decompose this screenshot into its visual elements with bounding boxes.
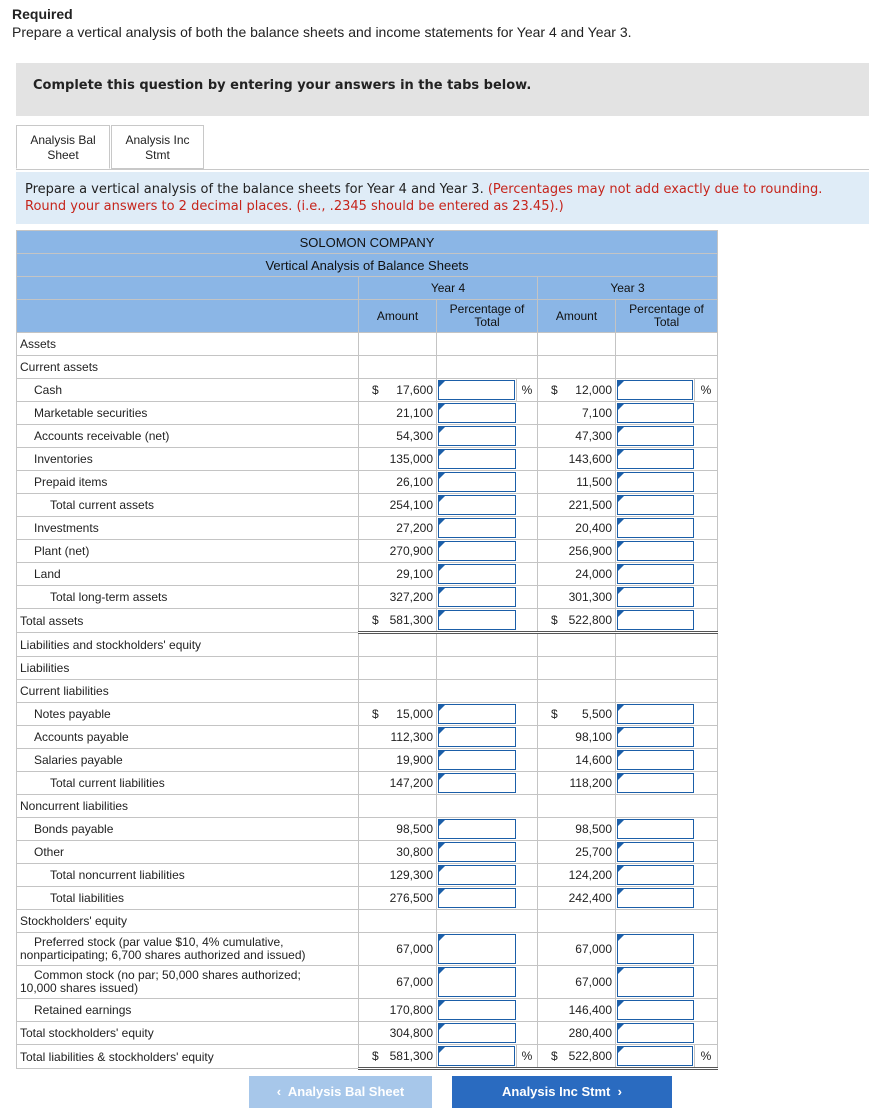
bonds-y3-pct-input[interactable] — [617, 819, 694, 839]
balance-sheet-table — [16, 230, 718, 1070]
ar-y3-pct-input[interactable] — [617, 426, 694, 446]
instructions-text: Prepare a vertical analysis of the balance sheets for Year 4 and Year 3. — [25, 182, 484, 197]
row-marketable-securities: Marketable securities 21,100 7,100 — [17, 402, 718, 425]
tse-y3-pct-input[interactable] — [617, 1023, 694, 1043]
percent-sign: % — [695, 1045, 718, 1069]
header-pct-y4: Percentage of Total — [437, 300, 538, 333]
re-y4-pct-input[interactable] — [438, 1000, 516, 1020]
row-land: Land 29,100 24,000 — [17, 563, 718, 586]
tl-y4-pct-input[interactable] — [438, 888, 516, 908]
section-current-liabilities: Current liabilities — [17, 680, 718, 703]
tncl-y3-pct-input[interactable] — [617, 865, 694, 885]
section-lse: Liabilities and stockholders' equity — [17, 633, 718, 657]
row-plant: Plant (net) 270,900 256,900 — [17, 540, 718, 563]
ar-y4-pct-input[interactable] — [438, 426, 516, 446]
row-common-stock: Common stock (no par; 50,000 shares authorized; 10,000 shares issued) 67,000 67,000 — [17, 966, 718, 999]
section-noncurrent-liabilities: Noncurrent liabilities — [17, 795, 718, 818]
row-total-long-term-assets: Total long-term assets 327,200 301,300 — [17, 586, 718, 609]
tlse-y3-pct-input[interactable] — [617, 1046, 693, 1066]
instructions-banner — [16, 63, 869, 116]
table-subtitle: Vertical Analysis of Balance Sheets — [17, 254, 718, 277]
plant-y4-pct-input[interactable] — [438, 541, 516, 561]
row-preferred-stock: Preferred stock (par value $10, 4% cumulative, nonparticipating; 6,700 shares authorized and issued) 67,000 67,000 — [17, 933, 718, 966]
tab-instructions — [16, 172, 869, 224]
percent-sign: % — [517, 379, 538, 402]
section-current-assets: Current assets — [17, 356, 718, 379]
tca-y4-pct-input[interactable] — [438, 495, 516, 515]
next-tab-label: Analysis Inc Stmt — [502, 1084, 611, 1099]
tlse-y4-pct-input[interactable] — [438, 1046, 515, 1066]
inv-y3-pct-input[interactable] — [617, 449, 694, 469]
instructions-note: (Percentages may not add exactly due to rounding. Round your answers to 2 decimal places. (i.e., .2345 should be entered as 23.45).) — [25, 182, 823, 214]
tse-y4-pct-input[interactable] — [438, 1023, 516, 1043]
ap-y4-pct-input[interactable] — [438, 727, 516, 747]
tl-y3-pct-input[interactable] — [617, 888, 694, 908]
tab-label-line2: Sheet — [47, 148, 79, 162]
chevron-left-icon: ‹ — [276, 1084, 282, 1099]
header-blank — [17, 277, 359, 300]
tncl-y4-pct-input[interactable] — [438, 865, 516, 885]
percent-sign: % — [517, 1045, 538, 1069]
row-notes-payable: Notes payable $ 15,000 $ 5,500 — [17, 703, 718, 726]
prev-tab-button[interactable] — [249, 1076, 432, 1108]
header-year4: Year 4 — [359, 277, 538, 300]
mkt-y3-pct-input[interactable] — [617, 403, 694, 423]
ap-y3-pct-input[interactable] — [617, 727, 694, 747]
np-y3-pct-input[interactable] — [617, 704, 694, 724]
plant-y3-pct-input[interactable] — [617, 541, 694, 561]
cash-y4-pct-input[interactable] — [438, 380, 515, 400]
row-total-liabilities-equity: Total liabilities & stockholders' equity $ 581,300 % $ 522,800 % — [17, 1045, 718, 1069]
header-year3: Year 3 — [538, 277, 718, 300]
common-y4-pct-input[interactable] — [438, 967, 516, 997]
row-total-assets: Total assets $ 581,300 $ 522,800 — [17, 609, 718, 633]
section-stockholders-equity: Stockholders' equity — [17, 910, 718, 933]
np-y4-pct-input[interactable] — [438, 704, 516, 724]
company-name: SOLOMON COMPANY — [17, 231, 718, 254]
tab-analysis-bal-sheet[interactable] — [16, 125, 110, 169]
inv-y4-pct-input[interactable] — [438, 449, 516, 469]
header-amount-y4: Amount — [359, 300, 437, 333]
row-bonds-payable: Bonds payable 98,500 98,500 — [17, 818, 718, 841]
land-y4-pct-input[interactable] — [438, 564, 516, 584]
prepaid-y4-pct-input[interactable] — [438, 472, 516, 492]
bonds-y4-pct-input[interactable] — [438, 819, 516, 839]
tlta-y3-pct-input[interactable] — [617, 587, 694, 607]
next-tab-button[interactable] — [452, 1076, 672, 1108]
tab-label-line2: Stmt — [145, 148, 170, 162]
prev-tab-label: Analysis Bal Sheet — [287, 1084, 405, 1099]
tcl-y3-pct-input[interactable] — [617, 773, 694, 793]
tab-divider — [16, 169, 869, 170]
row-salaries-payable: Salaries payable 19,900 14,600 — [17, 749, 718, 772]
tab-label-line1: Analysis Bal — [30, 133, 96, 147]
required-title: Required — [12, 6, 73, 22]
required-text: Prepare a vertical analysis of both the balance sheets and income statements for Year 4 and Year 3. — [12, 24, 632, 40]
investments-y3-pct-input[interactable] — [617, 518, 694, 538]
tlta-y4-pct-input[interactable] — [438, 587, 516, 607]
row-other: Other 30,800 25,700 — [17, 841, 718, 864]
row-retained-earnings: Retained earnings 170,800 146,400 — [17, 999, 718, 1022]
mkt-y4-pct-input[interactable] — [438, 403, 516, 423]
tab-analysis-inc-stmt[interactable] — [111, 125, 204, 169]
row-total-stockholders-equity: Total stockholders' equity 304,800 280,400 — [17, 1022, 718, 1045]
other-y4-pct-input[interactable] — [438, 842, 516, 862]
header-pct-y3: Percentage of Total — [616, 300, 718, 333]
land-y3-pct-input[interactable] — [617, 564, 694, 584]
row-cash: Cash $ 17,600 % $ 12,000 % — [17, 379, 718, 402]
row-investments: Investments 27,200 20,400 — [17, 517, 718, 540]
tca-y3-pct-input[interactable] — [617, 495, 694, 515]
row-inventories: Inventories 135,000 143,600 — [17, 448, 718, 471]
re-y3-pct-input[interactable] — [617, 1000, 694, 1020]
tab-label-line1: Analysis Inc — [125, 133, 190, 147]
row-total-current-liabilities: Total current liabilities 147,200 118,200 — [17, 772, 718, 795]
tcl-y4-pct-input[interactable] — [438, 773, 516, 793]
header-blank — [17, 300, 359, 333]
header-amount-y3: Amount — [538, 300, 616, 333]
investments-y4-pct-input[interactable] — [438, 518, 516, 538]
section-liabilities: Liabilities — [17, 657, 718, 680]
prepaid-y3-pct-input[interactable] — [617, 472, 694, 492]
row-accounts-receivable: Accounts receivable (net) 54,300 47,300 — [17, 425, 718, 448]
chevron-right-icon: › — [617, 1084, 622, 1099]
row-total-liabilities: Total liabilities 276,500 242,400 — [17, 887, 718, 910]
row-prepaid-items: Prepaid items 26,100 11,500 — [17, 471, 718, 494]
sp-y4-pct-input[interactable] — [438, 750, 516, 770]
row-accounts-payable: Accounts payable 112,300 98,100 — [17, 726, 718, 749]
ta-y4-pct-input[interactable] — [438, 610, 516, 630]
percent-sign: % — [695, 379, 718, 402]
sp-y3-pct-input[interactable] — [617, 750, 694, 770]
other-y3-pct-input[interactable] — [617, 842, 694, 862]
row-total-current-assets: Total current assets 254,100 221,500 — [17, 494, 718, 517]
row-total-noncurrent-liabilities: Total noncurrent liabilities 129,300 124,200 — [17, 864, 718, 887]
pref-y4-pct-input[interactable] — [438, 934, 516, 964]
common-y3-pct-input[interactable] — [617, 967, 694, 997]
ta-y3-pct-input[interactable] — [617, 610, 694, 630]
section-assets: Assets — [17, 333, 718, 356]
banner-text: Complete this question by entering your answers in the tabs below. — [33, 78, 532, 93]
cash-y3-pct-input[interactable] — [617, 380, 693, 400]
pref-y3-pct-input[interactable] — [617, 934, 694, 964]
